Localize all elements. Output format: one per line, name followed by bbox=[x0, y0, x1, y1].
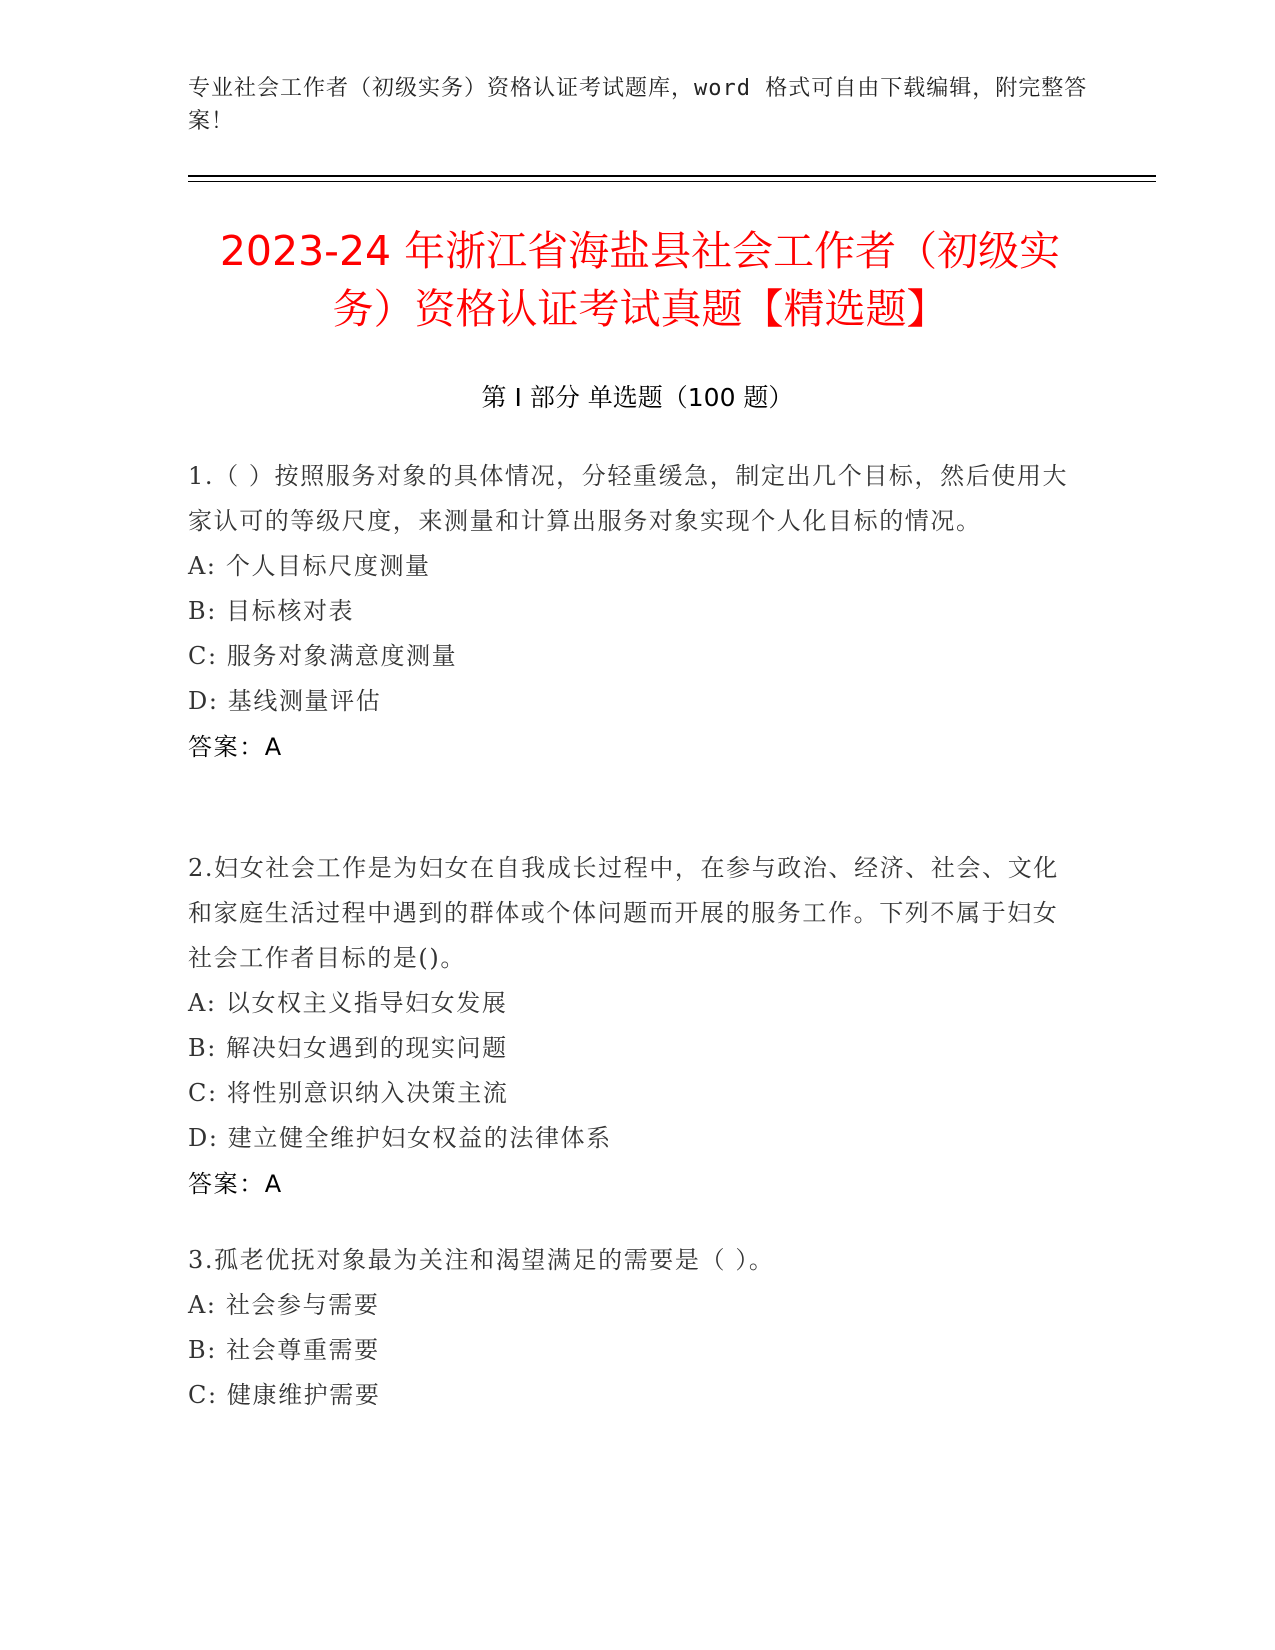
section-heading: 第 I 部分 单选题（100 题） bbox=[481, 383, 794, 412]
question-stem: 1.（ ）按照服务对象的具体情况，分轻重缓急，制定出几个目标，然后使用大家认可的等级尺度，来测量和计算出服务对象实现个人化目标的情况。 bbox=[188, 462, 1069, 535]
answer-label: 答案：A bbox=[188, 733, 283, 761]
header-rule-thin bbox=[188, 181, 1156, 182]
option-c: C: 健康维护需要 bbox=[188, 1381, 381, 1409]
question-stem: 2.妇女社会工作是为妇女在自我成长过程中，在参与政治、经济、社会、文化和家庭生活过程中遇到的群体或个体问题而开展的服务工作。下列不属于妇女社会工作者目标的是()。 bbox=[188, 854, 1059, 972]
question-stem: 3.孤老优抚对象最为关注和渴望满足的需要是（ ）。 bbox=[188, 1246, 775, 1274]
option-b: B: 目标核对表 bbox=[188, 597, 355, 625]
header-note: 专业社会工作者（初级实务）资格认证考试题库，word 格式可自由下载编辑，附完整答案！ bbox=[188, 76, 1088, 134]
option-a: A: 以女权主义指导妇女发展 bbox=[188, 989, 508, 1017]
question-2 bbox=[188, 846, 1078, 1207]
option-b: B: 社会尊重需要 bbox=[188, 1336, 380, 1364]
question-3 bbox=[188, 1238, 1078, 1418]
answer-label: 答案：A bbox=[188, 1170, 283, 1198]
option-a: A: 社会参与需要 bbox=[188, 1291, 380, 1319]
header-rule-thick bbox=[188, 175, 1156, 177]
option-c: C: 服务对象满意度测量 bbox=[188, 642, 458, 670]
option-d: D: 基线测量评估 bbox=[188, 687, 382, 715]
option-d: D: 建立健全维护妇女权益的法律体系 bbox=[188, 1124, 612, 1152]
option-c: C: 将性别意识纳入决策主流 bbox=[188, 1079, 509, 1107]
option-b: B: 解决妇女遇到的现实问题 bbox=[188, 1034, 508, 1062]
document-title: 2023-24 年浙江省海盐县社会工作者（初级实务）资格认证考试真题【精选题】 bbox=[219, 227, 1061, 333]
option-a: A: 个人目标尺度测量 bbox=[188, 552, 431, 580]
question-1 bbox=[188, 454, 1078, 770]
